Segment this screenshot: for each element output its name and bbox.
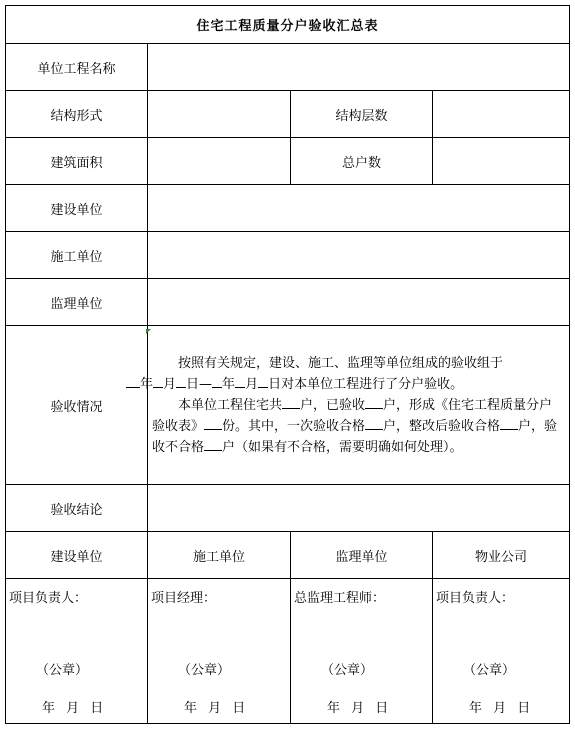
seal-property: （公章） — [463, 663, 516, 678]
blank-month-2[interactable] — [235, 373, 245, 388]
field-structure-floors[interactable] — [433, 91, 570, 138]
field-building-area[interactable] — [148, 138, 291, 185]
label-structure-form: 结构形式 — [6, 91, 148, 138]
label-total-households: 总户数 — [291, 138, 433, 185]
seal-contractor: （公章） — [178, 663, 231, 678]
date-supervisor: 年 月 日 — [327, 701, 391, 716]
role-property-lead: 项目负责人： — [436, 591, 515, 606]
label-supervision-unit: 监理单位 — [6, 279, 148, 326]
inspection-status-text[interactable] — [140, 326, 570, 485]
date-property: 年 月 日 — [469, 701, 533, 716]
role-chief-supervisor: 总监理工程师： — [294, 591, 386, 606]
seal-owner: （公章） — [36, 663, 89, 678]
blank-day-1[interactable] — [176, 373, 186, 388]
label-construction-owner: 建设单位 — [6, 185, 148, 232]
blank-inspected-households[interactable] — [365, 394, 383, 409]
sign-cell-owner[interactable] — [6, 579, 148, 724]
field-unit-project-name[interactable] — [148, 44, 570, 91]
blank-first-pass[interactable] — [365, 415, 383, 430]
blank-total-households[interactable] — [282, 394, 300, 409]
field-inspection-conclusion[interactable] — [148, 485, 570, 532]
date-contractor: 年 月 日 — [184, 701, 248, 716]
blank-rectified-pass[interactable] — [500, 415, 518, 430]
label-construction-contractor: 施工单位 — [6, 232, 148, 279]
blank-failed[interactable] — [204, 436, 222, 451]
role-contractor-manager: 项目经理： — [151, 591, 217, 606]
inspection-paragraph-1: 按照有关规定，建设、施工、监理等单位组成的验收组于 年 月 日— 年 月 日对本单位工程进行了分户验收。 — [152, 354, 565, 394]
sign-cell-supervisor[interactable] — [291, 579, 433, 724]
blank-day-2[interactable] — [258, 373, 268, 388]
label-structure-floors: 结构层数 — [291, 91, 433, 138]
blank-year-2[interactable] — [212, 373, 222, 388]
sign-header-contractor: 施工单位 — [148, 532, 291, 579]
sign-cell-property[interactable] — [433, 579, 570, 724]
form-title: 住宅工程质量分户验收汇总表 — [6, 6, 570, 44]
field-construction-contractor[interactable] — [148, 232, 570, 279]
sign-cell-contractor[interactable] — [148, 579, 291, 724]
role-owner-project-lead: 项目负责人： — [9, 591, 88, 606]
blank-form-copies[interactable] — [204, 415, 222, 430]
summary-table — [5, 5, 570, 724]
cell-comment-marker — [146, 329, 151, 334]
date-owner: 年 月 日 — [42, 701, 106, 716]
field-total-households[interactable] — [433, 138, 570, 185]
sign-header-supervisor: 监理单位 — [291, 532, 433, 579]
label-inspection-status: 验收情况 — [6, 326, 148, 485]
label-inspection-conclusion: 验收结论 — [6, 485, 148, 532]
field-supervision-unit[interactable] — [148, 279, 570, 326]
sign-header-owner: 建设单位 — [6, 532, 148, 579]
blank-month-1[interactable] — [153, 373, 163, 388]
label-unit-project-name: 单位工程名称 — [6, 44, 148, 91]
blank-year-1[interactable] — [126, 373, 140, 388]
label-building-area: 建筑面积 — [6, 138, 148, 185]
seal-supervisor: （公章） — [321, 663, 374, 678]
field-construction-owner[interactable] — [148, 185, 570, 232]
sign-header-property: 物业公司 — [433, 532, 570, 579]
field-structure-form[interactable] — [148, 91, 291, 138]
inspection-paragraph-2: 本单位工程住宅共 户，已验收 户，形成《住宅工程质量分户验收表》 份。其中，一次验收合格 户，整改后验收合格 户，验收不合格 户（如果有不合格，需要明确如何处理）。 — [152, 394, 565, 457]
